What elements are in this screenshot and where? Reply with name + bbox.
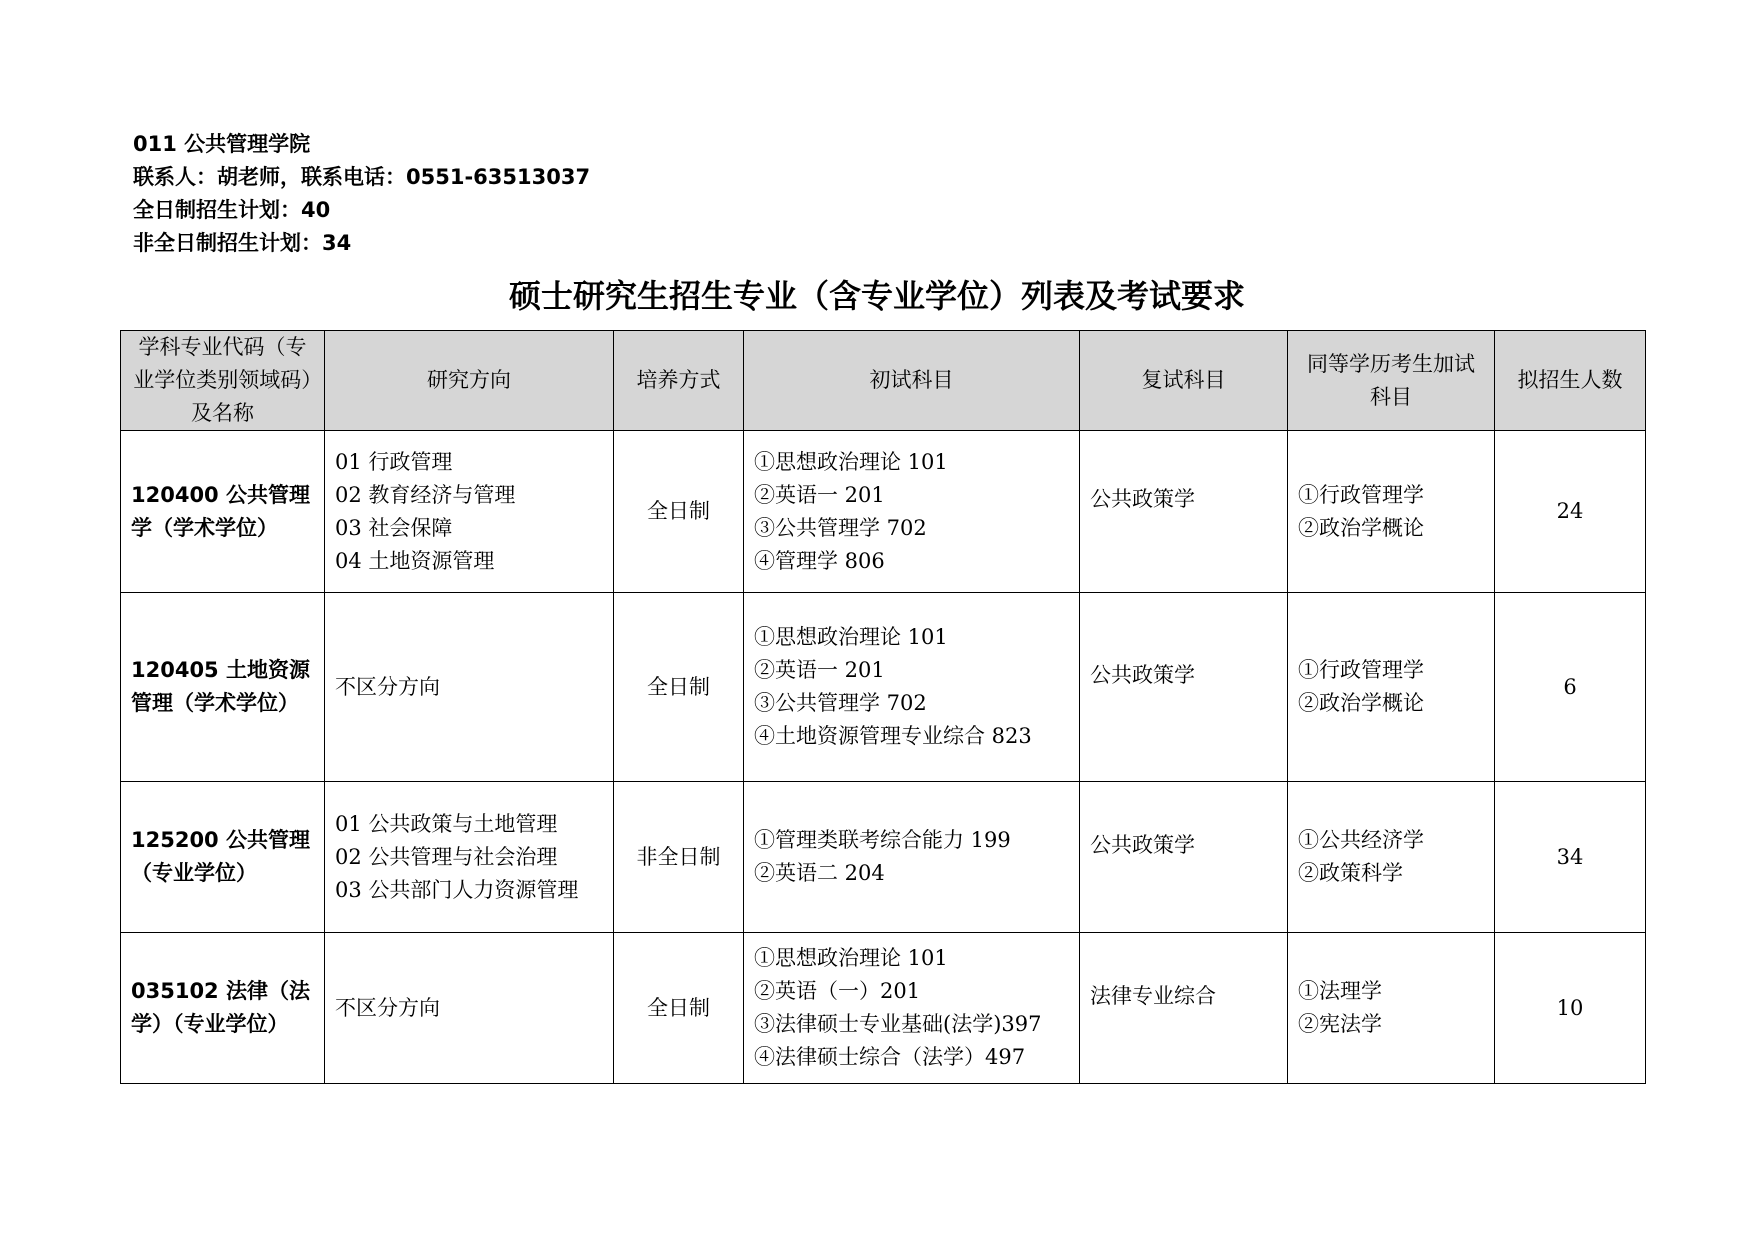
direction-item: 不区分方向 xyxy=(335,995,440,1020)
directions-cell xyxy=(325,933,614,1084)
col-header-retest: 复试科目 xyxy=(1080,331,1288,431)
initial-subjects-cell xyxy=(744,782,1080,933)
quota: 24 xyxy=(1495,431,1646,593)
extra-subject: ①行政管理学 xyxy=(1298,482,1424,507)
extra-subjects-cell xyxy=(1288,782,1495,933)
extra-subject: ①法理学 xyxy=(1298,979,1382,1003)
initial-subjects-cell xyxy=(744,933,1080,1084)
directions-cell xyxy=(325,782,614,933)
quota: 10 xyxy=(1495,933,1646,1084)
extra-subjects-cell xyxy=(1288,593,1495,782)
initial-subject: ①思想政治理论 101 xyxy=(754,449,948,474)
major-code: 120405 土地资源管理（学术学位） xyxy=(121,593,325,782)
extra-subject: ②政治学概论 xyxy=(1298,515,1424,540)
major-code: 125200 公共管理（专业学位） xyxy=(121,782,325,933)
fulltime-plan: 全日制招生计划：40 xyxy=(133,198,331,222)
study-mode: 全日制 xyxy=(614,933,744,1084)
extra-subjects-cell xyxy=(1288,431,1495,593)
quota: 34 xyxy=(1495,782,1646,933)
initial-subject: ③法律硕士专业基础(法学)397 xyxy=(754,1012,1042,1036)
table-row xyxy=(121,933,1646,1084)
admission-table xyxy=(120,330,1646,1084)
directions-cell xyxy=(325,593,614,782)
parttime-plan: 非全日制招生计划：34 xyxy=(133,231,352,255)
direction-item: 03 社会保障 xyxy=(335,515,453,540)
retest-subject-cell xyxy=(1080,933,1288,1084)
direction-item: 不区分方向 xyxy=(335,674,440,699)
initial-subject: ②英语一 201 xyxy=(754,658,885,682)
initial-subject: ④管理学 806 xyxy=(754,548,885,573)
initial-subject: ②英语二 204 xyxy=(754,861,885,885)
table-row xyxy=(121,431,1646,593)
initial-subject: ③公共管理学 702 xyxy=(754,515,927,540)
header-row xyxy=(121,331,1646,431)
directions-cell xyxy=(325,431,614,593)
extra-subject: ②宪法学 xyxy=(1298,1012,1382,1036)
col-header-initial: 初试科目 xyxy=(744,331,1080,431)
extra-subject: ①行政管理学 xyxy=(1298,658,1424,682)
direction-item: 02 教育经济与管理 xyxy=(335,482,516,507)
study-mode: 全日制 xyxy=(614,431,744,593)
study-mode: 非全日制 xyxy=(614,782,744,933)
study-mode: 全日制 xyxy=(614,593,744,782)
initial-subject: ①思想政治理论 101 xyxy=(754,625,948,649)
contact-line: 联系人：胡老师，联系电话：0551-63513037 xyxy=(133,165,591,189)
extra-subjects-cell xyxy=(1288,933,1495,1084)
direction-item: 01 行政管理 xyxy=(335,449,453,474)
direction-item: 01 公共政策与土地管理 xyxy=(335,811,558,836)
major-code: 035102 法律（法学）（专业学位） xyxy=(121,933,325,1084)
extra-subject: ②政策科学 xyxy=(1298,861,1403,885)
retest-subject: 法律专业综合 xyxy=(1090,983,1216,1008)
col-header-direction: 研究方向 xyxy=(325,331,614,431)
direction-item: 02 公共管理与社会治理 xyxy=(335,844,558,869)
extra-subject: ②政治学概论 xyxy=(1298,691,1424,715)
initial-subject: ④法律硕士综合（法学）497 xyxy=(754,1045,1026,1069)
initial-subjects-cell xyxy=(744,593,1080,782)
major-code: 120400 公共管理学（学术学位） xyxy=(121,431,325,593)
page-title: 硕士研究生招生专业（含专业学位）列表及考试要求 xyxy=(508,277,1245,315)
retest-subject: 公共政策学 xyxy=(1090,662,1195,687)
retest-subject: 公共政策学 xyxy=(1090,487,1195,511)
retest-subject-cell xyxy=(1080,782,1288,933)
retest-subject-cell xyxy=(1080,593,1288,782)
retest-subject: 公共政策学 xyxy=(1090,832,1195,857)
direction-item: 03 公共部门人力资源管理 xyxy=(335,877,579,902)
quota: 6 xyxy=(1495,593,1646,782)
initial-subject: ②英语一 201 xyxy=(754,482,885,507)
initial-subject: ③公共管理学 702 xyxy=(754,691,927,715)
col-header-code: 学科专业代码（专业学位类别领域码）及名称 xyxy=(121,331,325,431)
initial-subjects-cell xyxy=(744,431,1080,593)
department-info xyxy=(133,128,590,260)
initial-subject: ①管理类联考综合能力 199 xyxy=(754,828,1011,852)
table-row xyxy=(121,593,1646,782)
table-row xyxy=(121,782,1646,933)
initial-subject: ①思想政治理论 101 xyxy=(754,946,948,970)
initial-subject: ②英语（一）201 xyxy=(754,979,921,1003)
department-name: 011 公共管理学院 xyxy=(133,132,311,156)
initial-subject: ④土地资源管理专业综合 823 xyxy=(754,724,1032,748)
retest-subject-cell xyxy=(1080,431,1288,593)
col-header-quota: 拟招生人数 xyxy=(1495,331,1646,431)
col-header-extra: 同等学历考生加试科目 xyxy=(1288,331,1495,431)
col-header-mode: 培养方式 xyxy=(614,331,744,431)
direction-item: 04 土地资源管理 xyxy=(335,548,495,573)
extra-subject: ①公共经济学 xyxy=(1298,828,1424,852)
